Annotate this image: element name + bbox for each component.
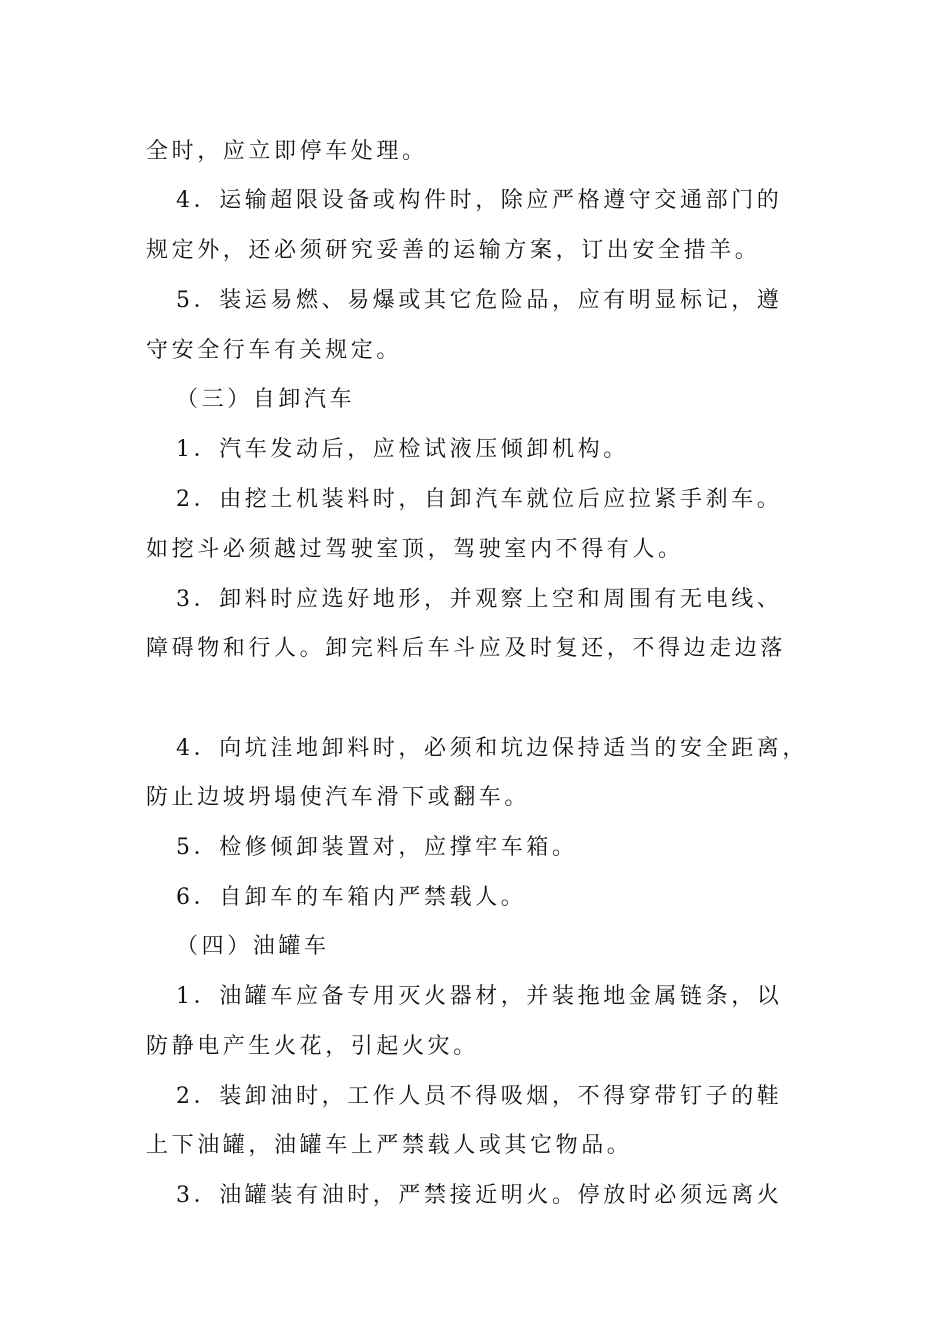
text-line: 如挖斗必须越过驾驶室顶，驾驶室内不得有人。 [146,537,684,562]
text-line: 2．装卸油时，工作人员不得吸烟，不得穿带钉子的鞋 [176,1084,783,1109]
text-line: 5．检修倾卸装置对，应撑牢车箱。 [176,835,578,860]
text-line: 6．自卸车的车箱内严禁载人。 [176,885,527,910]
text-line: 2．由挖土机装料时，自卸汽车就位后应拉紧手刹车。 [176,487,783,512]
section-heading: （四）油罐车 [176,934,330,959]
text-line: 4．运输超限设备或构件时，除应严格遵守交通部门的 [176,188,783,213]
text-line: 障碍物和行人。卸完料后车斗应及时复还，不得边走边落 [146,636,787,661]
text-line: 1．油罐车应备专用灭火器材，并装拖地金属链条，以 [176,984,783,1009]
section-heading: （三）自卸汽车 [176,387,356,412]
text-line: 防止边坡坍塌使汽车滑下或翻车。 [146,785,531,810]
text-line: 4．向坑洼地卸料时，必须和坑边保持适当的安全距离， [176,736,808,761]
text-line: 全时，应立即停车处理。 [146,139,428,164]
text-line: 3．卸料时应选好地形，并观察上空和周围有无电线、 [176,587,783,612]
text-line: 3．油罐装有油时，严禁接近明火。停放时必须远离火 [176,1183,783,1208]
text-line: 守安全行车有关规定。 [146,338,403,363]
text-line: 防静电产生火花，引起火灾。 [146,1034,479,1059]
text-line: 5．装运易燃、易爆或其它危险品，应有明显标记，遵 [176,288,783,313]
text-line: 规定外，还必须研究妥善的运输方案，订出安全措羊。 [146,238,761,263]
text-line: 上下油罐，油罐车上严禁载人或其它物品。 [146,1133,633,1158]
text-line: 1．汽车发动后，应检试液压倾卸机构。 [176,437,629,462]
